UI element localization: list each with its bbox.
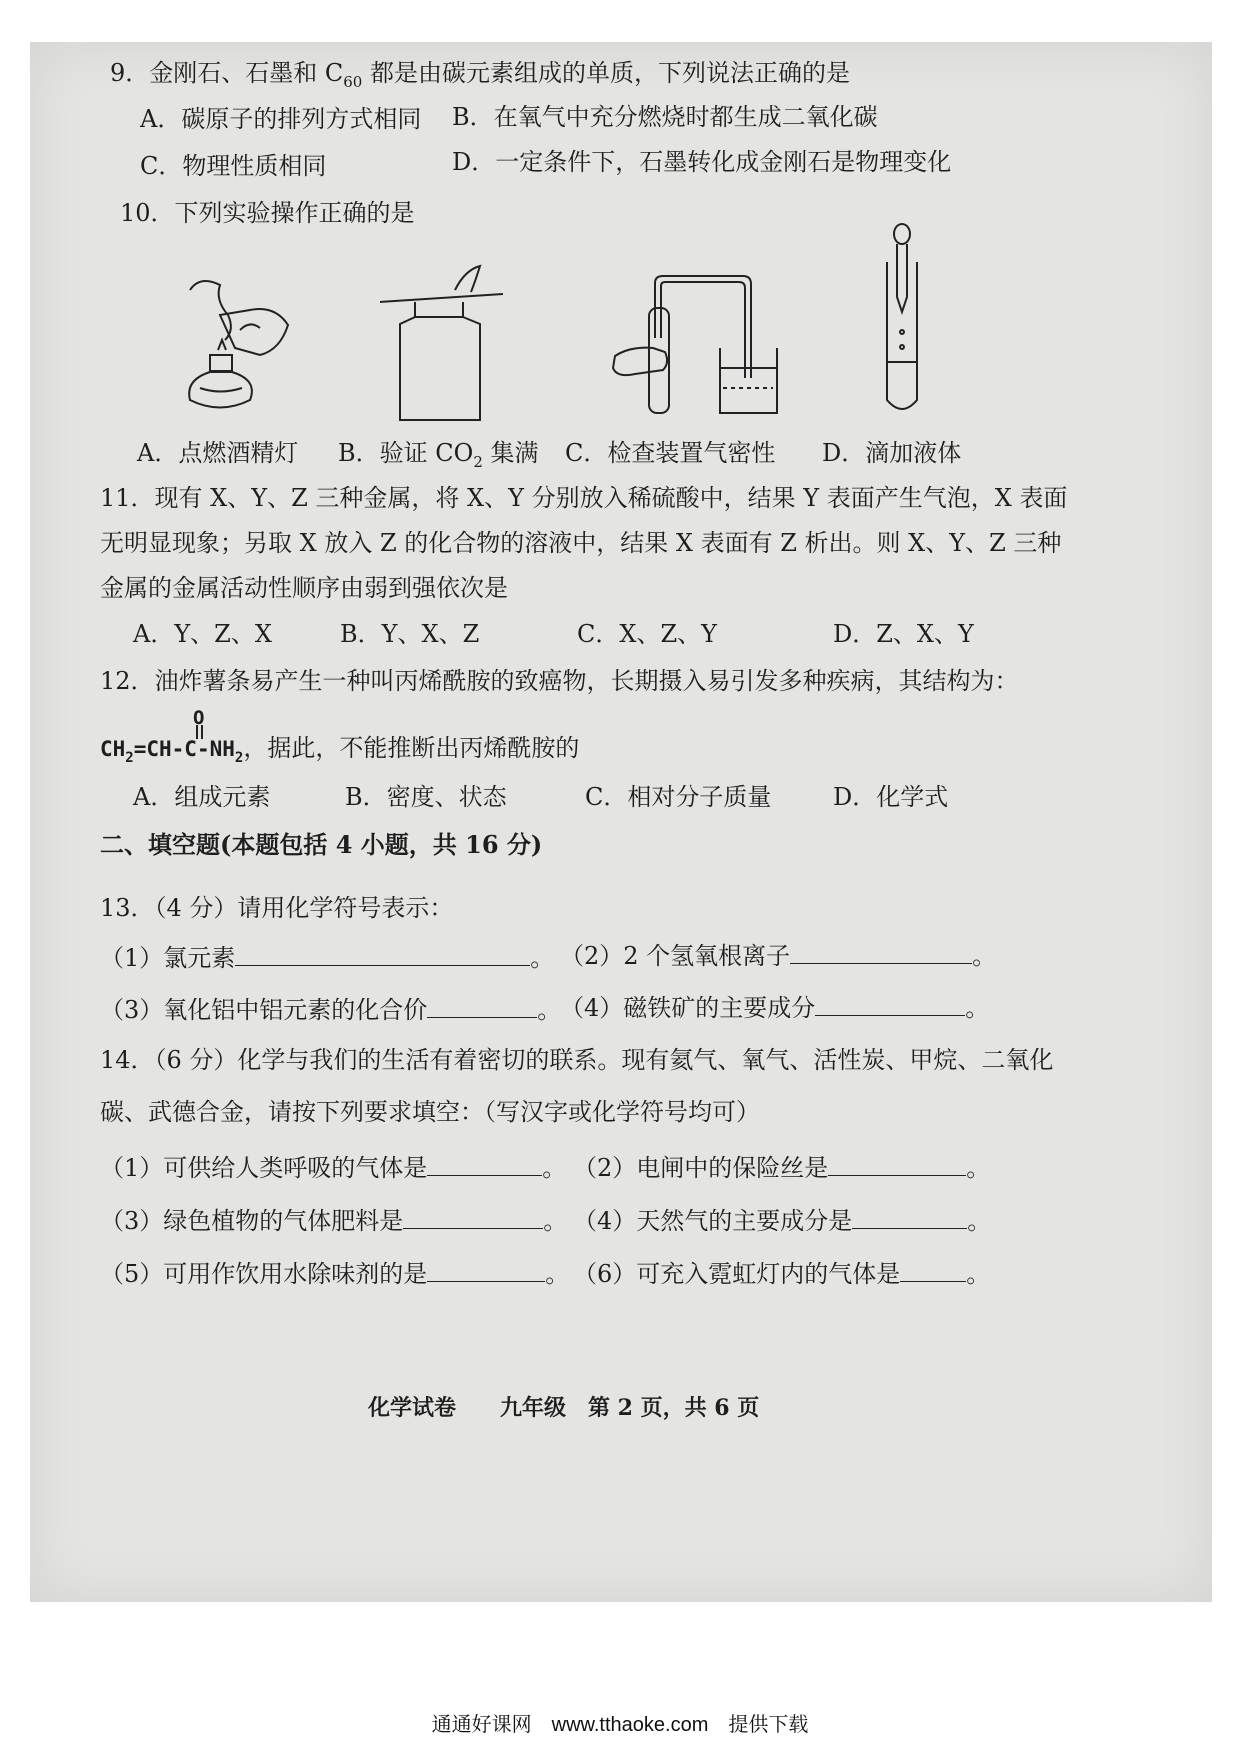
- q12-stem: 12．油炸薯条易产生一种叫丙烯酰胺的致癌物，长期摄入易引发多种疾病，其结构为：: [100, 667, 1019, 695]
- q11-option-d: D．Z、X、Y: [833, 620, 974, 648]
- q14-part6: （6）可充入霓虹灯内的气体是 。: [573, 1260, 991, 1288]
- section-2-heading: 二、填空题(本题包括 4 小题，共 16 分): [100, 830, 543, 859]
- q14-blank-5[interactable]: [427, 1259, 545, 1282]
- q14-blank-4[interactable]: [852, 1206, 967, 1229]
- q14-blank-1[interactable]: [427, 1153, 542, 1176]
- q10-stem: 10．下列实验操作正确的是: [120, 199, 415, 227]
- q10-option-c: C．检查装置气密性: [565, 439, 776, 467]
- q14-part1: （1）可供给人类呼吸的气体是 。: [100, 1154, 567, 1182]
- carbonyl-oxygen-label: O: [193, 707, 205, 729]
- q14-part5: （5）可用作饮用水除味剂的是 。: [100, 1260, 570, 1288]
- q12-option-d: D．化学式: [833, 783, 949, 811]
- dropper-test-tube-figure: [875, 222, 935, 422]
- q13-blank-3[interactable]: [427, 995, 537, 1018]
- q14-blank-3[interactable]: [403, 1206, 543, 1229]
- q13-part2: （2）2 个氢氧根离子 。: [560, 942, 997, 970]
- q13-part4: （4）磁铁矿的主要成分 。: [560, 994, 990, 1022]
- q13-blank-2[interactable]: [790, 941, 972, 964]
- q10-option-b: B．验证 $CO_2$ 集满: [338, 439, 539, 471]
- q14-part4: （4）天然气的主要成分是 。: [573, 1207, 992, 1235]
- q9-option-b: B．在氧气中充分燃烧时都生成二氧化碳: [452, 103, 878, 131]
- q12-option-b: B．密度、状态: [345, 783, 507, 811]
- q13-part3: （3）氧化铝中铝元素的化合价 。: [100, 996, 562, 1024]
- q13-part1: （1）氯元素 。: [100, 944, 555, 972]
- q11-option-b: B．Y、X、Z: [340, 620, 480, 648]
- q11-stem-line2: 无明显现象；另取 X 放入 Z 的化合物的溶液中，结果 X 表面有 Z 析出。则 X、Y、Z 三种: [100, 529, 1062, 557]
- alcohol-lamp-figure: [180, 270, 300, 420]
- gas-bottle-figure: [375, 262, 505, 422]
- q10-option-d: D．滴加液体: [822, 439, 962, 467]
- q14-part3: （3）绿色植物的气体肥料是 。: [100, 1207, 568, 1235]
- q14-part2: （2）电闸中的保险丝是 。: [573, 1154, 991, 1182]
- q9-option-c: C．物理性质相同: [140, 152, 327, 180]
- q9-stem: 9．金刚石、石墨和 $C_{60}$ 都是由碳元素组成的单质，下列说法正确的是: [110, 59, 850, 91]
- airtightness-figure: [605, 268, 785, 418]
- q13-stem: 13．（4 分）请用化学符号表示：: [100, 894, 454, 922]
- q11-option-a: A．Y、Z、X: [133, 620, 272, 648]
- q9-option-d: D．一定条件下，石墨转化成金刚石是物理变化: [452, 148, 952, 176]
- q12-option-a: A．组成元素: [133, 783, 271, 811]
- q9-option-a: A．碳原子的排列方式相同: [140, 105, 422, 133]
- q11-stem-line3: 金属的金属活动性顺序由弱到强依次是: [100, 574, 508, 602]
- q14-blank-6[interactable]: [900, 1259, 966, 1282]
- exam-page-footer: 化学试卷 九年级 第 2 页，共 6 页: [368, 1395, 760, 1421]
- q11-option-c: C．X、Z、Y: [577, 620, 717, 648]
- q12-option-c: C．相对分子质量: [585, 783, 772, 811]
- download-source-footer: 通通好课网 www.tthaoke.com 提供下载: [431, 1714, 809, 1736]
- q14-stem-line1: 14．（6 分）化学与我们的生活有着密切的联系。现有氦气、氧气、活性炭、甲烷、二氧化: [100, 1046, 1054, 1074]
- q13-blank-4[interactable]: [815, 993, 965, 1016]
- q11-stem-line1: 11．现有 X、Y、Z 三种金属，将 X、Y 分别放入稀硫酸中，结果 Y 表面产生气泡，X 表面: [100, 484, 1068, 512]
- q14-stem-line2: 碳、武德合金，请按下列要求填空：（写汉字或化学符号均可）: [100, 1098, 760, 1126]
- q14-blank-2[interactable]: [828, 1153, 966, 1176]
- q13-blank-1[interactable]: [235, 943, 530, 966]
- q12-structure-formula: $CH_2=CH-C-NH_2$，据此，不能推断出丙烯酰胺的: [100, 734, 580, 766]
- q10-option-a: A．点燃酒精灯: [137, 439, 299, 467]
